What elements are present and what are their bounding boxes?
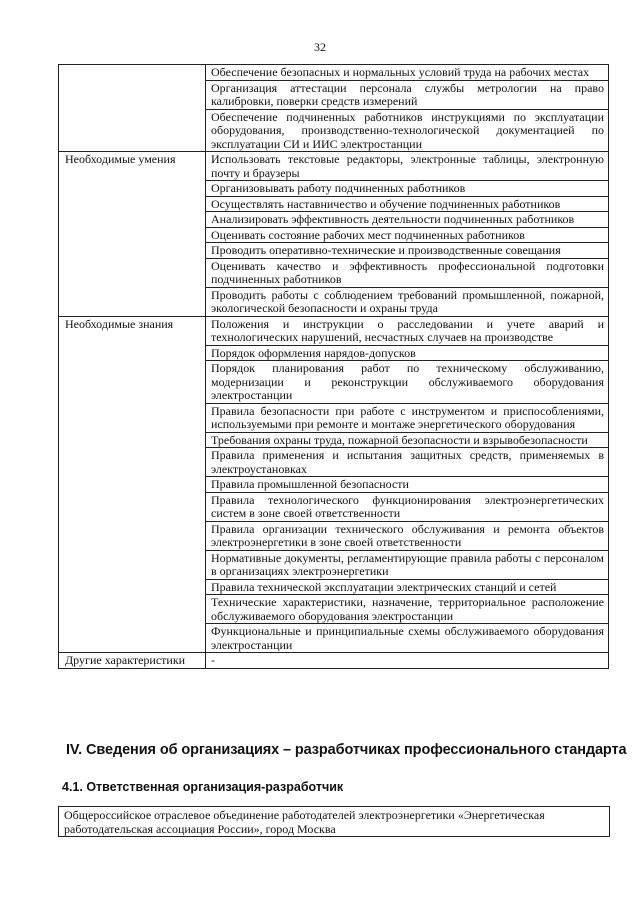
row-item: Правила безопасности при работе с инструментом и приспособлениями, используемыми при ремонте и монтаже энергетического оборудования xyxy=(206,403,609,432)
page-number: 32 xyxy=(314,40,326,54)
row-item: Положения и инструкции о расследовании и учете аварий и технологических нарушений, несчастных случаев на производстве xyxy=(206,316,609,345)
row-item: Порядок оформления нарядов-допусков xyxy=(206,345,609,361)
row-item: - xyxy=(206,653,609,669)
row-label: Необходимые знания xyxy=(59,316,206,653)
row-item: Обеспечение подчиненных работников инструкциями по эксплуатации оборудования, производственно-технологической документацией по эксплуатации СИ и ИИС электростанции xyxy=(206,109,609,152)
row-item: Функциональные и принципиальные схемы обслуживаемого оборудования электростанции xyxy=(206,624,609,653)
row-item: Правила промышленной безопасности xyxy=(206,477,609,493)
row-label xyxy=(59,65,206,152)
row-label: Другие характеристики xyxy=(59,653,206,669)
row-item: Правила применения и испытания защитных средств, применяемых в электроустановках xyxy=(206,448,609,477)
row-item: Анализировать эффективность деятельности подчиненных работников xyxy=(206,212,609,228)
row-item: Правила организации технического обслуживания и ремонта объектов электроэнергетики в зоне своей ответственности xyxy=(206,521,609,550)
organization-name: Общероссийское отраслевое объединение работодателей электроэнергетики «Энергетическая работодательская ассоциация России», город Москва xyxy=(58,806,610,837)
table-row xyxy=(59,152,609,181)
row-item: Правила технической эксплуатации электрических станций и сетей xyxy=(206,579,609,595)
subsection-title: 4.1. Ответственная организация-разработчик xyxy=(62,780,344,794)
row-item: Использовать текстовые редакторы, электронные таблицы, электронную почту и браузеры xyxy=(206,152,609,181)
table-row xyxy=(59,316,609,345)
row-label: Необходимые умения xyxy=(59,152,206,317)
table-row xyxy=(59,653,609,669)
row-item: Нормативные документы, регламентирующие правила работы с персоналом в организациях электроэнергетики xyxy=(206,550,609,579)
row-item: Организовывать работу подчиненных работников xyxy=(206,181,609,197)
row-item: Оценивать качество и эффективность профессиональной подготовки подчиненных работников xyxy=(206,258,609,287)
competency-table xyxy=(58,64,609,669)
row-item: Обеспечение безопасных и нормальных условий труда на рабочих местах xyxy=(206,65,609,81)
section-title: IV. Сведения об организациях – разработчиках профессионального стандарта xyxy=(66,742,627,758)
row-item: Проводить оперативно-технические и производственные совещания xyxy=(206,243,609,259)
row-item: Требования охраны труда, пожарной безопасности и взрывобезопасности xyxy=(206,432,609,448)
row-item: Осуществлять наставничество и обучение подчиненных работников xyxy=(206,196,609,212)
competency-table-body xyxy=(59,65,609,669)
row-item: Организация аттестации персонала службы метрологии на право калибровки, поверки средств измерений xyxy=(206,80,609,109)
row-item: Технические характеристики, назначение, территориальное расположение обслуживаемого оборудования электростанции xyxy=(206,595,609,624)
row-item: Порядок планирования работ по техническому обслуживанию, модернизации и реконструкции обслуживаемого оборудования электростанции xyxy=(206,361,609,404)
row-item: Оценивать состояние рабочих мест подчиненных работников xyxy=(206,227,609,243)
table-row xyxy=(59,65,609,81)
row-item: Правила технологического функционирования электроэнергетических систем в зоне своей ответственности xyxy=(206,492,609,521)
row-item: Проводить работы с соблюдением требований промышленной, пожарной, экологической безопасности и охраны труда xyxy=(206,287,609,316)
